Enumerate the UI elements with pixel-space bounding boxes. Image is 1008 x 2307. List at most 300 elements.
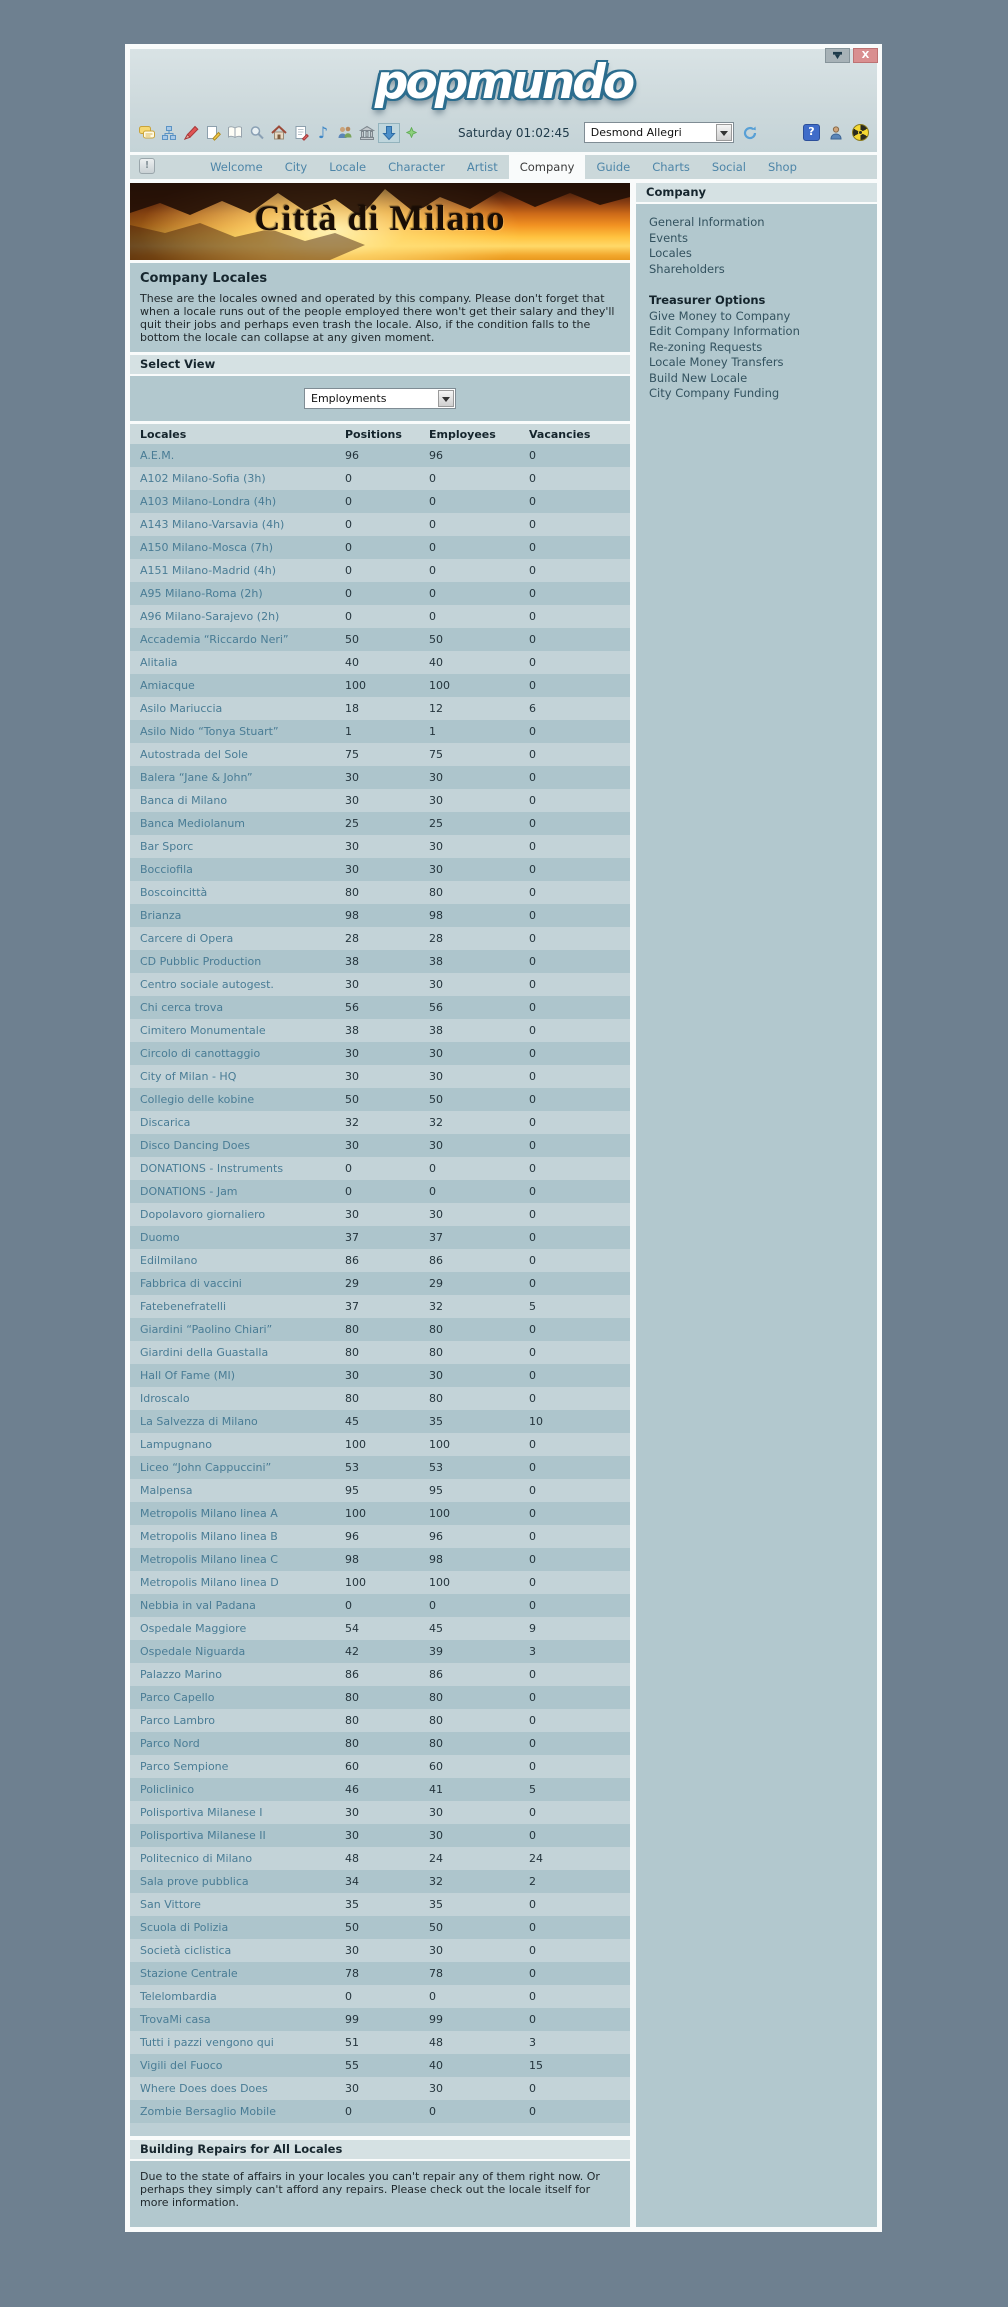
refresh-icon[interactable] bbox=[739, 123, 761, 143]
locale-link[interactable]: Collegio delle kobine bbox=[140, 1093, 255, 1106]
positions-cell: 80 bbox=[345, 886, 359, 899]
employees-cell: 86 bbox=[429, 1254, 443, 1267]
locale-link[interactable]: Dopolavoro giornaliero bbox=[140, 1208, 266, 1221]
table-row bbox=[130, 582, 630, 605]
locale-link[interactable]: DONATIONS - Instruments bbox=[140, 1162, 284, 1175]
locale-link[interactable]: Zombie Bersaglio Mobile bbox=[140, 2105, 276, 2118]
vacancies-cell: 0 bbox=[529, 1829, 536, 1842]
positions-cell: 37 bbox=[345, 1231, 359, 1244]
table-row bbox=[130, 1824, 630, 1847]
positions-cell: 0 bbox=[345, 1990, 352, 2003]
window-shade-button[interactable] bbox=[825, 48, 850, 63]
table-row bbox=[130, 536, 630, 559]
locale-link[interactable]: Banca di Milano bbox=[140, 794, 228, 807]
download-arrow-icon[interactable] bbox=[378, 123, 400, 143]
table-row bbox=[130, 1433, 630, 1456]
employees-cell: 30 bbox=[429, 1047, 443, 1060]
positions-cell: 32 bbox=[345, 1116, 359, 1129]
notes-icon[interactable] bbox=[290, 123, 312, 143]
vacancies-cell: 0 bbox=[529, 794, 536, 807]
table-row bbox=[130, 605, 630, 628]
positions-cell: 80 bbox=[345, 1323, 359, 1336]
locale-link[interactable]: Società ciclistica bbox=[140, 1944, 232, 1957]
city-banner-title: Città di Milano bbox=[254, 198, 506, 238]
vacancies-cell: 0 bbox=[529, 1714, 536, 1727]
locale-link[interactable]: Parco Lambro bbox=[140, 1714, 216, 1727]
employees-cell: 38 bbox=[429, 955, 443, 968]
vacancies-cell: 0 bbox=[529, 1185, 536, 1198]
locale-link[interactable]: Centro sociale autogest. bbox=[140, 978, 274, 991]
positions-cell: 30 bbox=[345, 1139, 359, 1152]
bank-icon[interactable] bbox=[356, 123, 378, 143]
nav-tab[interactable]: Locale bbox=[329, 160, 367, 174]
employees-cell: 28 bbox=[429, 932, 443, 945]
locale-link[interactable]: A.E.M. bbox=[140, 449, 175, 462]
employees-cell: 0 bbox=[429, 1185, 436, 1198]
positions-cell: 0 bbox=[345, 2105, 352, 2118]
locale-link[interactable]: A103 Milano-Londra (4h) bbox=[140, 495, 277, 508]
table-row bbox=[130, 1870, 630, 1893]
nav-tab[interactable]: Guide bbox=[596, 160, 631, 174]
table-row bbox=[130, 651, 630, 674]
positions-cell: 0 bbox=[345, 564, 352, 577]
table-row bbox=[130, 904, 630, 927]
vacancies-cell: 0 bbox=[529, 1990, 536, 2003]
locale-link[interactable]: Fabbrica di vaccini bbox=[140, 1277, 242, 1290]
employees-cell: 50 bbox=[429, 1093, 443, 1106]
locale-link[interactable]: DONATIONS - Jam bbox=[140, 1185, 238, 1198]
positions-cell: 55 bbox=[345, 2059, 359, 2072]
locale-link[interactable]: Discarica bbox=[140, 1116, 191, 1129]
locale-link[interactable]: Metropolis Milano linea D bbox=[140, 1576, 279, 1589]
locale-link[interactable]: Sala prove pubblica bbox=[140, 1875, 249, 1888]
table-row bbox=[130, 1272, 630, 1295]
table-row bbox=[130, 1847, 630, 1870]
table-row bbox=[130, 1801, 630, 1824]
character-select[interactable] bbox=[584, 122, 734, 143]
window-shade-icon bbox=[831, 51, 844, 60]
positions-cell: 0 bbox=[345, 587, 352, 600]
locale-link[interactable]: Balera “Jane & John” bbox=[140, 771, 253, 784]
table-row bbox=[130, 858, 630, 881]
positions-cell: 46 bbox=[345, 1783, 359, 1796]
locale-link[interactable]: Edilmilano bbox=[140, 1254, 198, 1267]
vacancies-cell: 0 bbox=[529, 817, 536, 830]
people-icon[interactable] bbox=[334, 123, 356, 143]
employees-cell: 37 bbox=[429, 1231, 443, 1244]
vacancies-cell: 3 bbox=[529, 2036, 536, 2049]
locale-link[interactable]: Scuola di Polizia bbox=[140, 1921, 229, 1934]
locale-link[interactable]: Amiacque bbox=[140, 679, 195, 692]
vacancies-cell: 0 bbox=[529, 1139, 536, 1152]
table-row bbox=[130, 1203, 630, 1226]
vacancies-cell: 0 bbox=[529, 955, 536, 968]
vacancies-cell: 0 bbox=[529, 1392, 536, 1405]
vacancies-cell: 0 bbox=[529, 449, 536, 462]
positions-cell: 80 bbox=[345, 1737, 359, 1750]
vacancies-cell: 0 bbox=[529, 541, 536, 554]
nav-tab[interactable]: Artist bbox=[466, 160, 498, 174]
nav-tab[interactable]: Character bbox=[388, 160, 445, 174]
table-row bbox=[130, 1571, 630, 1594]
locale-link[interactable]: A150 Milano-Mosca (7h) bbox=[140, 541, 274, 554]
locale-link[interactable]: Disco Dancing Does bbox=[140, 1139, 250, 1152]
header bbox=[130, 49, 877, 152]
locale-link[interactable]: City of Milan - HQ bbox=[140, 1070, 237, 1083]
table-row bbox=[130, 1663, 630, 1686]
locale-link[interactable]: Vigili del Fuoco bbox=[140, 2059, 223, 2072]
table-row bbox=[130, 1548, 630, 1571]
employees-cell: 75 bbox=[429, 748, 443, 761]
vacancies-cell: 0 bbox=[529, 610, 536, 623]
table-row bbox=[130, 1594, 630, 1617]
vacancies-cell: 0 bbox=[529, 1737, 536, 1750]
table-row bbox=[130, 1962, 630, 1985]
sidebar-link[interactable]: Shareholders bbox=[649, 261, 725, 276]
table-row bbox=[130, 1502, 630, 1525]
locale-link[interactable]: La Salvezza di Milano bbox=[140, 1415, 258, 1428]
employees-cell: 100 bbox=[429, 1507, 450, 1520]
locale-link[interactable]: Metropolis Milano linea B bbox=[140, 1530, 278, 1543]
positions-cell: 35 bbox=[345, 1898, 359, 1911]
locale-link[interactable]: Asilo Mariuccia bbox=[140, 702, 223, 715]
view-select[interactable] bbox=[304, 388, 456, 409]
locale-link[interactable]: Giardini della Guastalla bbox=[140, 1346, 269, 1359]
locale-link[interactable]: Banca Mediolanum bbox=[140, 817, 246, 830]
game-clock: Saturday 01:02:45 bbox=[458, 125, 570, 140]
locale-link[interactable]: Carcere di Opera bbox=[140, 932, 234, 945]
positions-cell: 98 bbox=[345, 909, 359, 922]
positions-cell: 30 bbox=[345, 1944, 359, 1957]
positions-cell: 80 bbox=[345, 1392, 359, 1405]
table-row bbox=[130, 1065, 630, 1088]
org-chart-icon[interactable] bbox=[158, 123, 180, 143]
table-row bbox=[130, 1019, 630, 1042]
locale-link[interactable]: Nebbia in val Padana bbox=[140, 1599, 256, 1612]
vacancies-cell: 0 bbox=[529, 1346, 536, 1359]
book-icon[interactable] bbox=[224, 123, 246, 143]
table-row bbox=[130, 1617, 630, 1640]
vacancies-cell: 0 bbox=[529, 725, 536, 738]
vacancies-cell: 0 bbox=[529, 1231, 536, 1244]
employees-cell: 80 bbox=[429, 1323, 443, 1336]
sidebar-link[interactable]: Events bbox=[649, 230, 688, 245]
table-row bbox=[130, 1111, 630, 1134]
locale-link[interactable]: Liceo “John Cappuccini” bbox=[140, 1461, 272, 1474]
music-icon[interactable]: ♪ bbox=[317, 123, 329, 142]
employees-cell: 30 bbox=[429, 840, 443, 853]
chat-icon[interactable] bbox=[136, 123, 158, 143]
positions-cell: 95 bbox=[345, 1484, 359, 1497]
employees-cell: 53 bbox=[429, 1461, 443, 1474]
nav-tab[interactable]: City bbox=[284, 160, 308, 174]
locale-link[interactable]: TrovaMi casa bbox=[140, 2013, 211, 2026]
vacancies-cell: 0 bbox=[529, 1001, 536, 1014]
locale-link[interactable]: Bocciofila bbox=[140, 863, 193, 876]
locale-link[interactable]: Parco Sempione bbox=[140, 1760, 229, 1773]
locale-link[interactable]: Polisportiva Milanese II bbox=[140, 1829, 266, 1842]
positions-cell: 100 bbox=[345, 1438, 366, 1451]
positions-cell: 30 bbox=[345, 1070, 359, 1083]
chevron-down-icon[interactable] bbox=[438, 390, 454, 407]
locale-link[interactable]: A102 Milano-Sofia (3h) bbox=[140, 472, 266, 485]
character-icon[interactable] bbox=[828, 125, 844, 141]
employees-cell: 12 bbox=[429, 702, 443, 715]
employees-cell: 30 bbox=[429, 794, 443, 807]
main-navigation bbox=[130, 152, 877, 179]
table-row bbox=[130, 950, 630, 973]
locale-link[interactable]: A96 Milano-Sarajevo (2h) bbox=[140, 610, 280, 623]
locale-link[interactable]: Chi cerca trova bbox=[140, 1001, 224, 1014]
nav-tab[interactable]: Shop bbox=[767, 160, 797, 174]
locale-link[interactable]: Duomo bbox=[140, 1231, 180, 1244]
positions-cell: 0 bbox=[345, 1185, 352, 1198]
table-row bbox=[130, 2054, 630, 2077]
employees-cell: 25 bbox=[429, 817, 443, 830]
positions-cell: 50 bbox=[345, 1921, 359, 1934]
employees-cell: 80 bbox=[429, 1691, 443, 1704]
employees-cell: 29 bbox=[429, 1277, 443, 1290]
vacancies-cell: 0 bbox=[529, 1461, 536, 1474]
positions-cell: 0 bbox=[345, 1162, 352, 1175]
employees-cell: 32 bbox=[429, 1875, 443, 1888]
locale-link[interactable]: Giardini “Paolino Chiari” bbox=[140, 1323, 273, 1336]
vacancies-cell: 0 bbox=[529, 1530, 536, 1543]
radiation-icon[interactable] bbox=[852, 124, 869, 141]
positions-cell: 30 bbox=[345, 794, 359, 807]
locale-link[interactable]: Cimitero Monumentale bbox=[140, 1024, 266, 1037]
employees-cell: 30 bbox=[429, 1208, 443, 1221]
table-row bbox=[130, 881, 630, 904]
help-icon[interactable]: ? bbox=[803, 124, 820, 141]
popmundo-logo[interactable]: popmundo bbox=[374, 55, 633, 110]
positions-cell: 56 bbox=[345, 1001, 359, 1014]
table-row bbox=[130, 513, 630, 536]
locale-link[interactable]: Telelombardia bbox=[140, 1990, 217, 2003]
table-row bbox=[130, 1157, 630, 1180]
nav-tab[interactable]: Charts bbox=[652, 160, 690, 174]
locale-link[interactable]: Brianza bbox=[140, 909, 182, 922]
employees-cell: 0 bbox=[429, 610, 436, 623]
sidebar-link[interactable]: Edit Company Information bbox=[649, 324, 800, 338]
positions-cell: 30 bbox=[345, 1369, 359, 1382]
vacancies-cell: 0 bbox=[529, 495, 536, 508]
window-close-button[interactable]: X bbox=[853, 48, 878, 63]
locale-link[interactable]: Politecnico di Milano bbox=[140, 1852, 253, 1865]
table-row bbox=[130, 1295, 630, 1318]
locale-link[interactable]: Hall Of Fame (MI) bbox=[140, 1369, 236, 1382]
search-icon[interactable] bbox=[246, 123, 268, 143]
locale-link[interactable]: Idroscalo bbox=[140, 1392, 190, 1405]
positions-cell: 96 bbox=[345, 1530, 359, 1543]
table-row bbox=[130, 835, 630, 858]
positions-cell: 30 bbox=[345, 1806, 359, 1819]
vacancies-cell: 0 bbox=[529, 2105, 536, 2118]
vacancies-cell: 15 bbox=[529, 2059, 543, 2072]
employees-cell: 99 bbox=[429, 2013, 443, 2026]
treasurer-links bbox=[649, 309, 864, 402]
locale-link[interactable]: Policlinico bbox=[140, 1783, 195, 1796]
locale-link[interactable]: Fatebenefratelli bbox=[140, 1300, 227, 1313]
table-body bbox=[130, 444, 630, 2123]
positions-cell: 29 bbox=[345, 1277, 359, 1290]
table-row bbox=[130, 1985, 630, 2008]
company-locales-section bbox=[130, 263, 630, 352]
positions-cell: 30 bbox=[345, 771, 359, 784]
locale-link[interactable]: Parco Capello bbox=[140, 1691, 215, 1704]
table-row bbox=[130, 674, 630, 697]
positions-cell: 51 bbox=[345, 2036, 359, 2049]
locale-link[interactable]: Stazione Centrale bbox=[140, 1967, 238, 1980]
sidebar-link[interactable]: Locale Money Transfers bbox=[649, 355, 784, 369]
table-row bbox=[130, 1042, 630, 1065]
vacancies-cell: 0 bbox=[529, 932, 536, 945]
positions-cell: 78 bbox=[345, 1967, 359, 1980]
positions-cell: 53 bbox=[345, 1461, 359, 1474]
column-header: Positions bbox=[345, 427, 402, 441]
employees-cell: 39 bbox=[429, 1645, 443, 1658]
employees-cell: 41 bbox=[429, 1783, 443, 1796]
table-row bbox=[130, 1525, 630, 1548]
table-row bbox=[130, 1686, 630, 1709]
sidebar-link[interactable]: General Information bbox=[649, 215, 765, 229]
employees-cell: 96 bbox=[429, 1530, 443, 1543]
table-row bbox=[130, 1640, 630, 1663]
nav-tab[interactable]: Social bbox=[711, 160, 746, 174]
positions-cell: 54 bbox=[345, 1622, 359, 1635]
vacancies-cell: 0 bbox=[529, 909, 536, 922]
positions-cell: 48 bbox=[345, 1852, 359, 1865]
pen-icon[interactable] bbox=[180, 123, 202, 143]
locale-link[interactable]: Parco Nord bbox=[140, 1737, 200, 1750]
locale-link[interactable]: Circolo di canottaggio bbox=[140, 1047, 261, 1060]
alert-button[interactable]: ! bbox=[139, 158, 155, 174]
locale-link[interactable]: Lampugnano bbox=[140, 1438, 212, 1451]
vacancies-cell: 0 bbox=[529, 1369, 536, 1382]
add-icon[interactable] bbox=[400, 123, 422, 143]
header-right-icons bbox=[803, 124, 869, 141]
table-row bbox=[130, 1226, 630, 1249]
vacancies-cell: 0 bbox=[529, 518, 536, 531]
table-row bbox=[130, 927, 630, 950]
positions-cell: 100 bbox=[345, 1576, 366, 1589]
sidebar-link[interactable]: City Company Funding bbox=[649, 386, 780, 400]
positions-cell: 80 bbox=[345, 1346, 359, 1359]
table-row bbox=[130, 973, 630, 996]
table-row bbox=[130, 467, 630, 490]
locale-link[interactable]: Malpensa bbox=[140, 1484, 193, 1497]
locale-link[interactable]: Ospedale Maggiore bbox=[140, 1622, 247, 1635]
table-row bbox=[130, 1088, 630, 1111]
home-icon[interactable] bbox=[268, 123, 290, 143]
locale-link[interactable]: Tutti i pazzi vengono qui bbox=[140, 2036, 274, 2049]
positions-cell: 0 bbox=[345, 610, 352, 623]
locale-link[interactable]: A143 Milano-Varsavia (4h) bbox=[140, 518, 285, 531]
vacancies-cell: 0 bbox=[529, 1208, 536, 1221]
locale-link[interactable]: Polisportiva Milanese I bbox=[140, 1806, 263, 1819]
employees-cell: 0 bbox=[429, 518, 436, 531]
positions-cell: 100 bbox=[345, 1507, 366, 1520]
locale-link[interactable]: Autostrada del Sole bbox=[140, 748, 248, 761]
vacancies-cell: 0 bbox=[529, 771, 536, 784]
page-title: Company Locales bbox=[140, 271, 268, 286]
locale-link[interactable]: Where Does does Does bbox=[140, 2082, 268, 2095]
chevron-down-icon[interactable] bbox=[716, 124, 732, 141]
sidebar-link[interactable]: Build New Locale bbox=[649, 370, 748, 385]
vacancies-cell: 0 bbox=[529, 633, 536, 646]
nav-tab[interactable]: Company bbox=[509, 155, 586, 179]
employees-cell: 0 bbox=[429, 564, 436, 577]
vacancies-cell: 0 bbox=[529, 1277, 536, 1290]
locale-link[interactable]: Palazzo Marino bbox=[140, 1668, 222, 1681]
table-row bbox=[130, 1249, 630, 1272]
table-row bbox=[130, 1180, 630, 1203]
locale-link[interactable]: Ospedale Niguarda bbox=[140, 1645, 246, 1658]
vacancies-cell: 0 bbox=[529, 1553, 536, 1566]
positions-cell: 38 bbox=[345, 1024, 359, 1037]
vacancies-cell: 0 bbox=[529, 1760, 536, 1773]
positions-cell: 60 bbox=[345, 1760, 359, 1773]
employees-cell: 56 bbox=[429, 1001, 443, 1014]
column-header: Vacancies bbox=[529, 427, 591, 441]
employees-cell: 30 bbox=[429, 863, 443, 876]
locale-link[interactable]: Accademia “Riccardo Neri” bbox=[140, 633, 289, 646]
character-select-value: Desmond Allegri bbox=[590, 126, 682, 139]
locale-link[interactable]: San Vittore bbox=[140, 1898, 201, 1911]
positions-cell: 50 bbox=[345, 1093, 359, 1106]
employees-cell: 0 bbox=[429, 541, 436, 554]
vacancies-cell: 0 bbox=[529, 978, 536, 991]
positions-cell: 0 bbox=[345, 472, 352, 485]
locale-link[interactable]: A95 Milano-Roma (2h) bbox=[140, 587, 263, 600]
popmundo-window bbox=[125, 44, 882, 2232]
locale-link[interactable]: Asilo Nido “Tonya Stuart” bbox=[140, 725, 279, 738]
column-header: Locales bbox=[140, 427, 187, 441]
city-banner bbox=[130, 183, 630, 260]
sidebar-link[interactable]: Give Money to Company bbox=[649, 308, 791, 323]
vacancies-cell: 0 bbox=[529, 1116, 536, 1129]
vacancies-cell: 10 bbox=[529, 1415, 543, 1428]
intro-text: These are the locales owned and operated by this company. Please don't forget that when a locale runs out of the people employed there won't get their salary and they'll quit their jobs and perhaps even trash the locale. Also, if the condition falls to the bottom the locale can collapse at any given moment. bbox=[140, 292, 615, 344]
locale-link[interactable]: Metropolis Milano linea A bbox=[140, 1507, 278, 1520]
locale-link[interactable]: Boscoincittà bbox=[140, 886, 208, 899]
vacancies-cell: 0 bbox=[529, 472, 536, 485]
positions-cell: 75 bbox=[345, 748, 359, 761]
vacancies-cell: 0 bbox=[529, 587, 536, 600]
employees-cell: 40 bbox=[429, 2059, 443, 2072]
employees-cell: 80 bbox=[429, 1392, 443, 1405]
sidebar-link[interactable]: Locales bbox=[649, 246, 692, 260]
locale-link[interactable]: Bar Sporc bbox=[140, 840, 194, 853]
employees-cell: 32 bbox=[429, 1116, 443, 1129]
table-row bbox=[130, 812, 630, 835]
employees-cell: 50 bbox=[429, 633, 443, 646]
positions-cell: 25 bbox=[345, 817, 359, 830]
table-row bbox=[130, 1755, 630, 1778]
table-row bbox=[130, 743, 630, 766]
nav-tab[interactable]: Welcome bbox=[210, 160, 263, 174]
locale-link[interactable]: Metropolis Milano linea C bbox=[140, 1553, 278, 1566]
sidebar-link[interactable]: Re-zoning Requests bbox=[649, 339, 763, 354]
locale-link[interactable]: CD Pubblic Production bbox=[140, 955, 262, 968]
locale-link[interactable]: Alitalia bbox=[140, 656, 178, 669]
locale-link[interactable]: A151 Milano-Madrid (4h) bbox=[140, 564, 277, 577]
vacancies-cell: 0 bbox=[529, 1944, 536, 1957]
positions-cell: 0 bbox=[345, 1599, 352, 1612]
window-controls bbox=[825, 48, 878, 63]
compose-icon[interactable] bbox=[202, 123, 224, 143]
positions-cell: 96 bbox=[345, 449, 359, 462]
